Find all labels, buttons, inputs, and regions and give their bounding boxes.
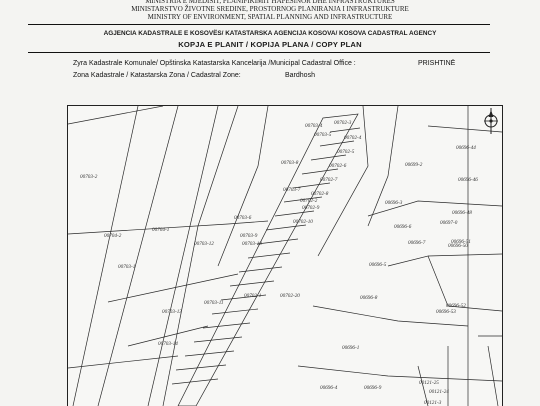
boundary-line (488, 346, 498, 406)
office-label: Zyra Kadastrale Komunale/ Opštinska Katastarska Kancelarija /Municipal Cadastral Office : (73, 60, 356, 67)
parcel-label: 00703-7 (283, 187, 301, 193)
parcel-divider (302, 169, 338, 174)
parcel-label: 00703-6 (234, 215, 252, 221)
north-arrow-graphic (482, 108, 500, 134)
parcel-label: 00702-4 (344, 135, 362, 141)
parcel-divider (275, 211, 314, 216)
parcel-label: 00702-8 (311, 191, 329, 197)
header-divider-bottom (28, 52, 490, 53)
boundary-line (98, 106, 178, 406)
parcel-label: 00704-1 (152, 227, 170, 233)
parcel-label: 00702-5 (337, 149, 355, 155)
parcel-label: 00703-8 (281, 160, 299, 166)
parcel-divider (239, 267, 282, 272)
parcel-label: 00121-3 (424, 400, 442, 406)
parcel-label: 00703-5 (314, 132, 332, 138)
parcel-label: 00702-6 (329, 163, 347, 169)
parcel-label: 00696-44 (456, 145, 476, 151)
parcel-divider (172, 379, 218, 384)
zone-value: Bardhosh (285, 72, 315, 79)
parcel-label: 00696-4 (320, 385, 338, 391)
parcel-divider (194, 337, 242, 342)
parcel-divider (176, 365, 226, 370)
parcel-label: 00696-51 (451, 239, 471, 245)
parcel-label: 00702-2 (300, 198, 318, 204)
parcel-label: 00703-1 (118, 264, 136, 270)
office-value: PRISHTINË (418, 60, 456, 67)
boundary-line (298, 366, 502, 381)
parcel-divider (257, 239, 298, 244)
ministry-line-albanian: MINISTRIA E MJEDISIT, PLANIFIKIMIT HAPESINOR DHE INFRASTRUKTURES (145, 0, 395, 5)
parcel-divider (320, 141, 354, 146)
parcel-label: 00702-1 (244, 293, 262, 299)
ministry-line-serbian: MINISTARSTVO ŽIVOTNE SREDINE, PROSTORNOG PLANIRANJA I INFRASTRUKTURE (131, 5, 409, 13)
parcel-label: 00699-2 (405, 162, 423, 168)
parcel-label: 00703-9 (240, 233, 258, 239)
parcel-boundaries (68, 106, 502, 406)
boundary-line (68, 106, 163, 124)
parcel-strip-outline (178, 114, 358, 406)
parcel-label: 00703-11 (204, 300, 224, 306)
parcel-label: 00696-7 (408, 240, 426, 246)
north-arrow-icon (482, 108, 500, 139)
parcel-label: 00121-25 (419, 380, 439, 386)
parcel-label: 00703-10 (242, 241, 262, 247)
parcel-label: 00697-0 (440, 220, 458, 226)
parcel-label: 00696-1 (342, 345, 360, 351)
zone-label: Zona Kadastrale / Katastarska Zona / Cadastral Zone: (73, 72, 241, 79)
parcel-label: 00696-53 (436, 309, 456, 315)
parcel-divider (266, 225, 306, 230)
document-header (0, 0, 540, 21)
boundary-line (68, 356, 178, 368)
cadastral-map-drawing (68, 106, 502, 406)
cadastral-map (67, 105, 503, 406)
parcel-label: 00696-3 (385, 200, 403, 206)
parcel-label: 00702-3 (334, 120, 352, 126)
parcel-label: 00696-50 (448, 243, 468, 249)
parcel-label: 00703-14 (158, 341, 178, 347)
parcel-label: 00703-2 (80, 174, 98, 180)
parcel-label: 00702-20 (280, 293, 300, 299)
parcel-label: 00696-8 (360, 295, 378, 301)
boundary-line (428, 254, 502, 256)
agency-name: AGJENCIA KADASTRALE E KOSOVËS/ KATASTARSKA AGENCIJA KOSOVA/ KOSOVA CADASTRAL AGENCY (103, 30, 437, 37)
parcel-label: 00704-2 (104, 233, 122, 239)
parcel-label: 00703-13 (162, 309, 182, 315)
parcel-label: 00702-9 (302, 205, 320, 211)
parcel-divider (203, 323, 250, 328)
parcel-label: 00696-52 (446, 303, 466, 309)
parcel-labels (80, 120, 478, 406)
boundary-line (388, 256, 448, 306)
parcel-label: 00696-5 (369, 262, 387, 268)
parcel-divider (212, 309, 258, 314)
parcel-divider (230, 281, 274, 286)
parcel-label: 00703-12 (194, 241, 214, 247)
parcel-label: 00121-24 (429, 389, 449, 395)
parcel-label: 00702-10 (293, 219, 313, 225)
parcel-label: 00702-7 (320, 177, 338, 183)
parcel-label: 00696-9 (364, 385, 382, 391)
parcel-label: 00696-46 (458, 177, 478, 183)
parcel-divider (330, 128, 360, 132)
parcel-divider (311, 155, 346, 160)
parcel-label: 00696-6 (394, 224, 412, 230)
ministry-line-english: MINISTRY OF ENVIRONMENT, SPATIAL PLANNING AND INFRASTRUCTURE (147, 13, 393, 21)
header-divider-top (28, 24, 490, 25)
parcel-label: 00696-48 (452, 210, 472, 216)
parcel-divider (185, 351, 234, 356)
boundary-line (73, 106, 138, 406)
parcel-label: 00703-4 (305, 123, 323, 129)
boundary-line (148, 106, 218, 406)
document-title: KOPJA E PLANIT / KOPIJA PLANA / COPY PLAN (178, 40, 362, 49)
